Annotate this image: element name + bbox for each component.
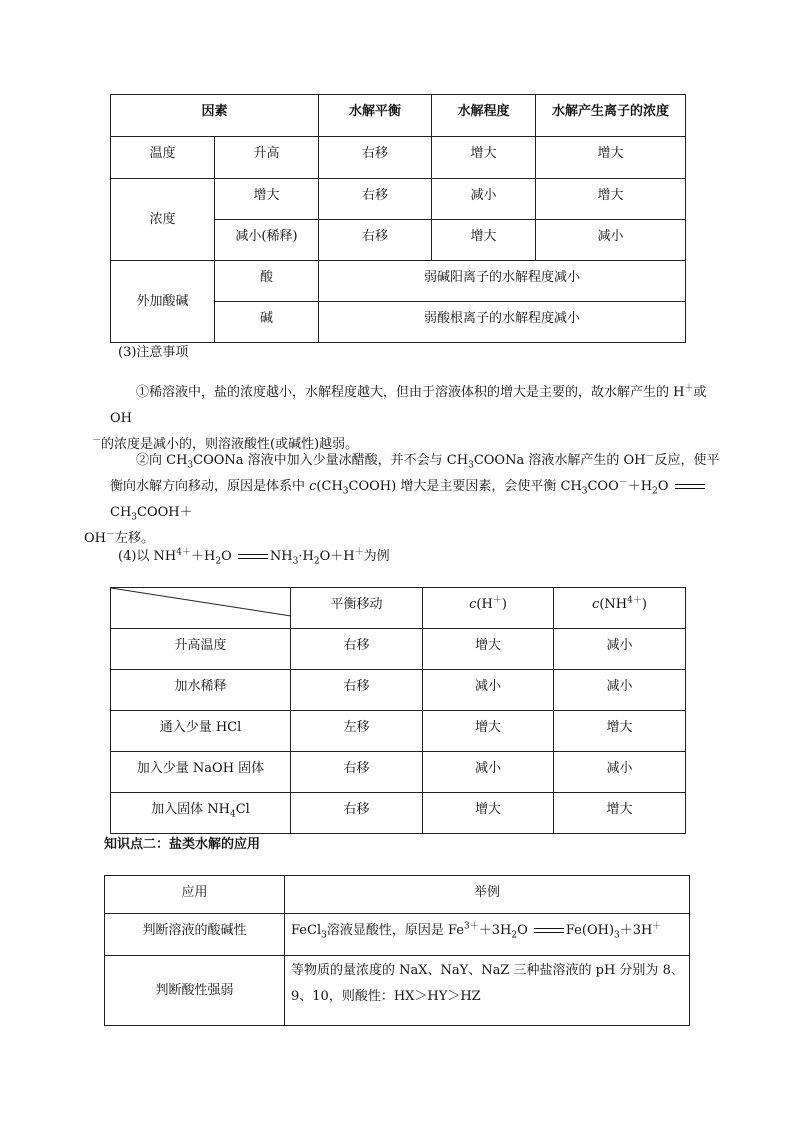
example-text: 为例: [363, 549, 390, 564]
header-text: c: [469, 597, 477, 612]
equilibrium-arrow-icon: [673, 482, 707, 492]
note-2-text: COOH) 增大是主要因素，会使平衡 CH: [348, 479, 582, 494]
note-2-text: OH: [84, 531, 106, 546]
example-text: O: [517, 923, 528, 938]
header-shift: 平衡移动: [291, 588, 423, 629]
note-2-text: CH: [110, 505, 132, 520]
condition-cell: 升高温度: [111, 629, 291, 670]
condition-cell: 酸: [215, 261, 319, 302]
c-nh4-cell: 增大: [554, 793, 686, 834]
header-application: 应用: [105, 876, 285, 914]
note-1-text: 的浓度是减小的，则溶液酸性(或碱性)越弱。: [101, 437, 359, 452]
degree-cell: 增大: [432, 137, 536, 179]
header-text: ): [501, 597, 507, 612]
effect-cell: 弱酸根离子的水解程度减小: [319, 302, 686, 343]
superscript: 4＋: [627, 595, 642, 606]
condition-cell: 通入少量 HCl: [111, 711, 291, 752]
note-2-text: 左移。: [115, 531, 155, 546]
header-ion-concentration: 水解产生离子的浓度: [536, 95, 686, 137]
superscript: －: [645, 451, 655, 462]
superscript: 4＋: [176, 547, 191, 558]
c-nh4-cell: 减小: [554, 752, 686, 793]
header-example: 举例: [285, 876, 690, 914]
note-1-text: ①稀溶液中，盐的浓度越小，水解程度越大，但由于溶液体积的增大是主要的，故水解产生的 H: [136, 385, 685, 400]
subscript: 2: [313, 556, 320, 567]
shift-cell: 右移: [291, 752, 423, 793]
section-2-heading: 知识点二：盐类水解的应用: [104, 837, 261, 852]
example-text: NH: [269, 549, 293, 564]
c-h-cell: 增大: [423, 711, 554, 752]
example-text: FeCl: [291, 923, 322, 938]
subscript: 3: [581, 486, 588, 497]
note-2-text: COO: [587, 479, 619, 494]
subscript: 3: [292, 556, 299, 567]
concentration-cell: 减小: [536, 220, 686, 261]
c-h-cell: 增大: [423, 793, 554, 834]
subscript: 3: [321, 930, 327, 941]
superscript: 3＋: [463, 921, 479, 932]
example-text: ＋H: [191, 549, 216, 564]
example-text: O: [221, 549, 232, 564]
example-text: ＋3H: [619, 923, 653, 938]
subscript: 3: [187, 460, 194, 471]
example-text: 9、10，则酸性：HX＞HY＞HZ: [291, 989, 481, 1004]
example-text: (4)以 NH: [118, 549, 177, 564]
degree-cell: 减小: [432, 179, 536, 220]
c-nh4-cell: 减小: [554, 629, 686, 670]
superscript: －: [92, 435, 102, 446]
shift-cell: 左移: [291, 711, 423, 752]
example-text: Fe(OH): [565, 923, 615, 938]
equilibrium-arrow-icon: [236, 552, 270, 562]
condition-cell: [111, 793, 291, 834]
concentration-cell: 增大: [536, 179, 686, 220]
superscript: －: [106, 529, 116, 540]
factor-concentration: 浓度: [111, 179, 215, 261]
subscript: 2: [652, 486, 658, 497]
note-2-text: COONa 溶液中加入少量冰醋酸，并不会与 CH: [193, 453, 469, 468]
equilibrium-cell: 右移: [319, 137, 432, 179]
equilibrium-cell: 右移: [319, 220, 432, 261]
header-equilibrium: 水解平衡: [319, 95, 432, 137]
superscript: ＋: [652, 921, 662, 932]
application-cell: 判断溶液的酸碱性: [105, 914, 285, 956]
header-text: c: [592, 597, 600, 612]
factor-temperature: 温度: [111, 137, 215, 179]
header-c-nh4: [554, 588, 686, 629]
example-text: O＋H: [319, 549, 355, 564]
shift-cell: 右移: [291, 793, 423, 834]
c-h-cell: 减小: [423, 670, 554, 711]
note-2-text: 反应，使平衡向水解方向移动，原因是体系中: [110, 453, 720, 494]
condition-cell: 碱: [215, 302, 319, 343]
c-nh4-cell: 增大: [554, 711, 686, 752]
shift-cell: 右移: [291, 629, 423, 670]
subscript: 3: [131, 512, 138, 523]
example-text: ·H: [298, 549, 314, 564]
note-2-text: COONa 溶液水解产生的 OH: [473, 453, 646, 468]
note-2-text: c: [309, 479, 317, 494]
note-1-text: 或 OH: [110, 385, 707, 426]
header-c-h: [423, 588, 554, 629]
factor-acid-base: 外加酸碱: [111, 261, 215, 343]
diagonal-header-cell: [111, 588, 291, 629]
superscript: ＋: [354, 547, 364, 558]
note-2-text: ②向 CH: [136, 453, 188, 468]
application-cell: 判断酸性强弱: [105, 956, 285, 1026]
concentration-cell: 增大: [536, 137, 686, 179]
note-paragraph-1: [92, 380, 710, 458]
equilibrium-arrow-icon: [532, 926, 566, 936]
subscript: 3: [342, 486, 349, 497]
note-2-text: ＋H: [627, 479, 653, 494]
c-nh4-cell: 减小: [554, 670, 686, 711]
header-text: (NH: [599, 597, 628, 612]
c-h-cell: 增大: [423, 629, 554, 670]
note-2-text: (CH: [316, 479, 343, 494]
condition-text: Cl: [235, 802, 250, 817]
subscript: 3: [468, 460, 474, 471]
example-text: 溶液显酸性，原因是 Fe: [326, 923, 464, 938]
note-2-text: O: [657, 479, 669, 494]
example-cell: [285, 914, 690, 956]
example-cell: [285, 956, 690, 1026]
effect-cell: 弱碱阳离子的水解程度减小: [319, 261, 686, 302]
equilibrium-cell: 右移: [319, 179, 432, 220]
shift-cell: 右移: [291, 670, 423, 711]
note-2-text: COOH＋: [137, 505, 193, 520]
condition-cell: 增大: [215, 179, 319, 220]
note-paragraph-2: [84, 448, 725, 552]
condition-cell: 加水稀释: [111, 670, 291, 711]
subscript: 4: [230, 809, 236, 820]
notes-heading: (3)注意事项: [118, 345, 189, 360]
diagonal-line-icon: [111, 588, 291, 629]
subscript: 2: [215, 556, 222, 567]
header-text: ): [641, 597, 647, 612]
subscript: 2: [511, 930, 518, 941]
condition-text: 加入固体 NH: [151, 802, 230, 817]
example-heading: [118, 544, 390, 570]
header-degree: 水解程度: [432, 95, 536, 137]
condition-cell: 升高: [215, 137, 319, 179]
hydrolysis-application-table: [104, 875, 690, 1026]
condition-cell: 加入少量 NaOH 固体: [111, 752, 291, 793]
example-text: ＋3H: [478, 923, 512, 938]
hydrolysis-factors-table: [110, 94, 686, 343]
condition-cell: 减小(稀释): [215, 220, 319, 261]
degree-cell: 增大: [432, 220, 536, 261]
superscript: ＋: [684, 383, 694, 394]
superscript: ＋: [492, 595, 502, 606]
subscript: 3: [614, 930, 620, 941]
example-text: 等物质的量浓度的 NaX、NaY、NaZ 三种盐溶液的 pH 分别为 8、: [291, 963, 684, 978]
c-h-cell: 减小: [423, 752, 554, 793]
superscript: －: [618, 477, 628, 488]
header-text: (H: [476, 597, 493, 612]
header-factor: 因素: [111, 95, 319, 137]
ammonium-hydrolysis-table: [110, 587, 686, 834]
